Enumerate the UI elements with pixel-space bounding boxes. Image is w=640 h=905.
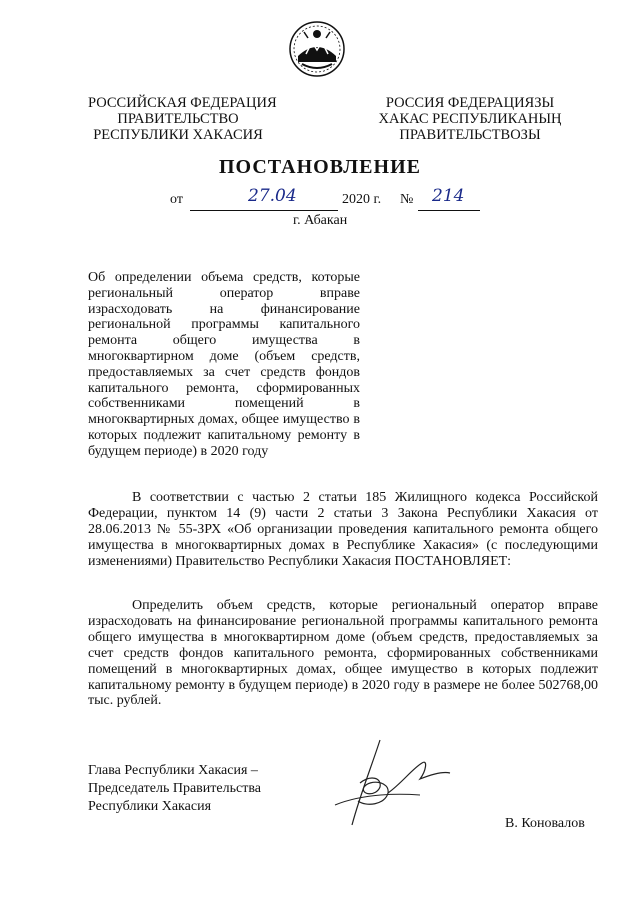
year: 2020 г. [342,192,382,207]
number-sign: № [400,192,414,207]
signatory-title-line: Республики Хакасия [88,799,212,814]
body-paragraph [88,598,598,709]
city: г. Абакан [293,213,348,228]
document-subject: Об определении объема средств, которые региональный оператор вправе израсходовать на финансирование региональной программы капитального ремонта общего имущества в многоквартирном доме (объем средств, предоставляемых за счет средств фондов капитального ремонта, сформированных собственниками помещений в многоквартирных домах, общее имущество в которых подлежит капитальному ремонту в будущем периоде) в 2020 году [88,270,360,459]
signatory-title-line: Глава Республики Хакасия – [88,763,258,778]
coat-of-arms-icon [288,20,346,78]
document-title: ПОСТАНОВЛЕНИЕ [219,156,421,178]
header-right [370,95,570,143]
header-right-line: РОССИЯ ФЕДЕРАЦИЯЗЫ [385,95,555,111]
header-left-line: РОССИЙСКАЯ ФЕДЕРАЦИЯ [88,95,277,111]
signatory-title [88,762,261,816]
date-handwritten: 27.04 [248,186,297,206]
signatory-name: В. Коновалов [505,816,585,831]
handwritten-signature [330,735,480,835]
header-left-line: ПРАВИТЕЛЬСТВО [117,111,239,127]
paragraph-2: Определить объем средств, которые региональный оператор вправе израсходовать на финансирование региональной программы капитального ремонта общего имущества в многоквартирном доме (объем средств, предоставляемых за счет средств фондов капитального ремонта, сформированных собственниками помещений в многоквартирных домах, общее имущество в которых подлежит капитальному ремонту в будущем периоде) в 2020 году в размере не более 502768,00 тыс. рублей. [88,598,598,709]
paragraph-1: В соответствии с частью 2 статьи 185 Жилищного кодекса Российской Федерации, пунктом 14 (9) части 2 статьи 3 Закона Республики Хакасия от 28.06.2013 № 55-ЗРХ «Об организации проведения капитального ремонта общего имущества в многоквартирных домах в Республике Хакасия» (с последующими изменениями) Правительство Республики Хакасия ПОСТАНОВЛЯЕТ: [88,490,598,569]
body-paragraph [88,490,598,570]
signatory-title-line: Председатель Правительства [88,781,261,796]
header-right-line: ХАКАС РЕСПУБЛИКАНЫҢ [378,111,562,127]
header-left-line: РЕСПУБЛИКИ ХАКАСИЯ [93,127,263,143]
date-prefix: от [170,192,183,207]
number-handwritten: 214 [432,186,465,206]
header-right-line: ПРАВИТЕЛЬСТВОЗЫ [399,127,541,143]
header-left [88,95,277,143]
